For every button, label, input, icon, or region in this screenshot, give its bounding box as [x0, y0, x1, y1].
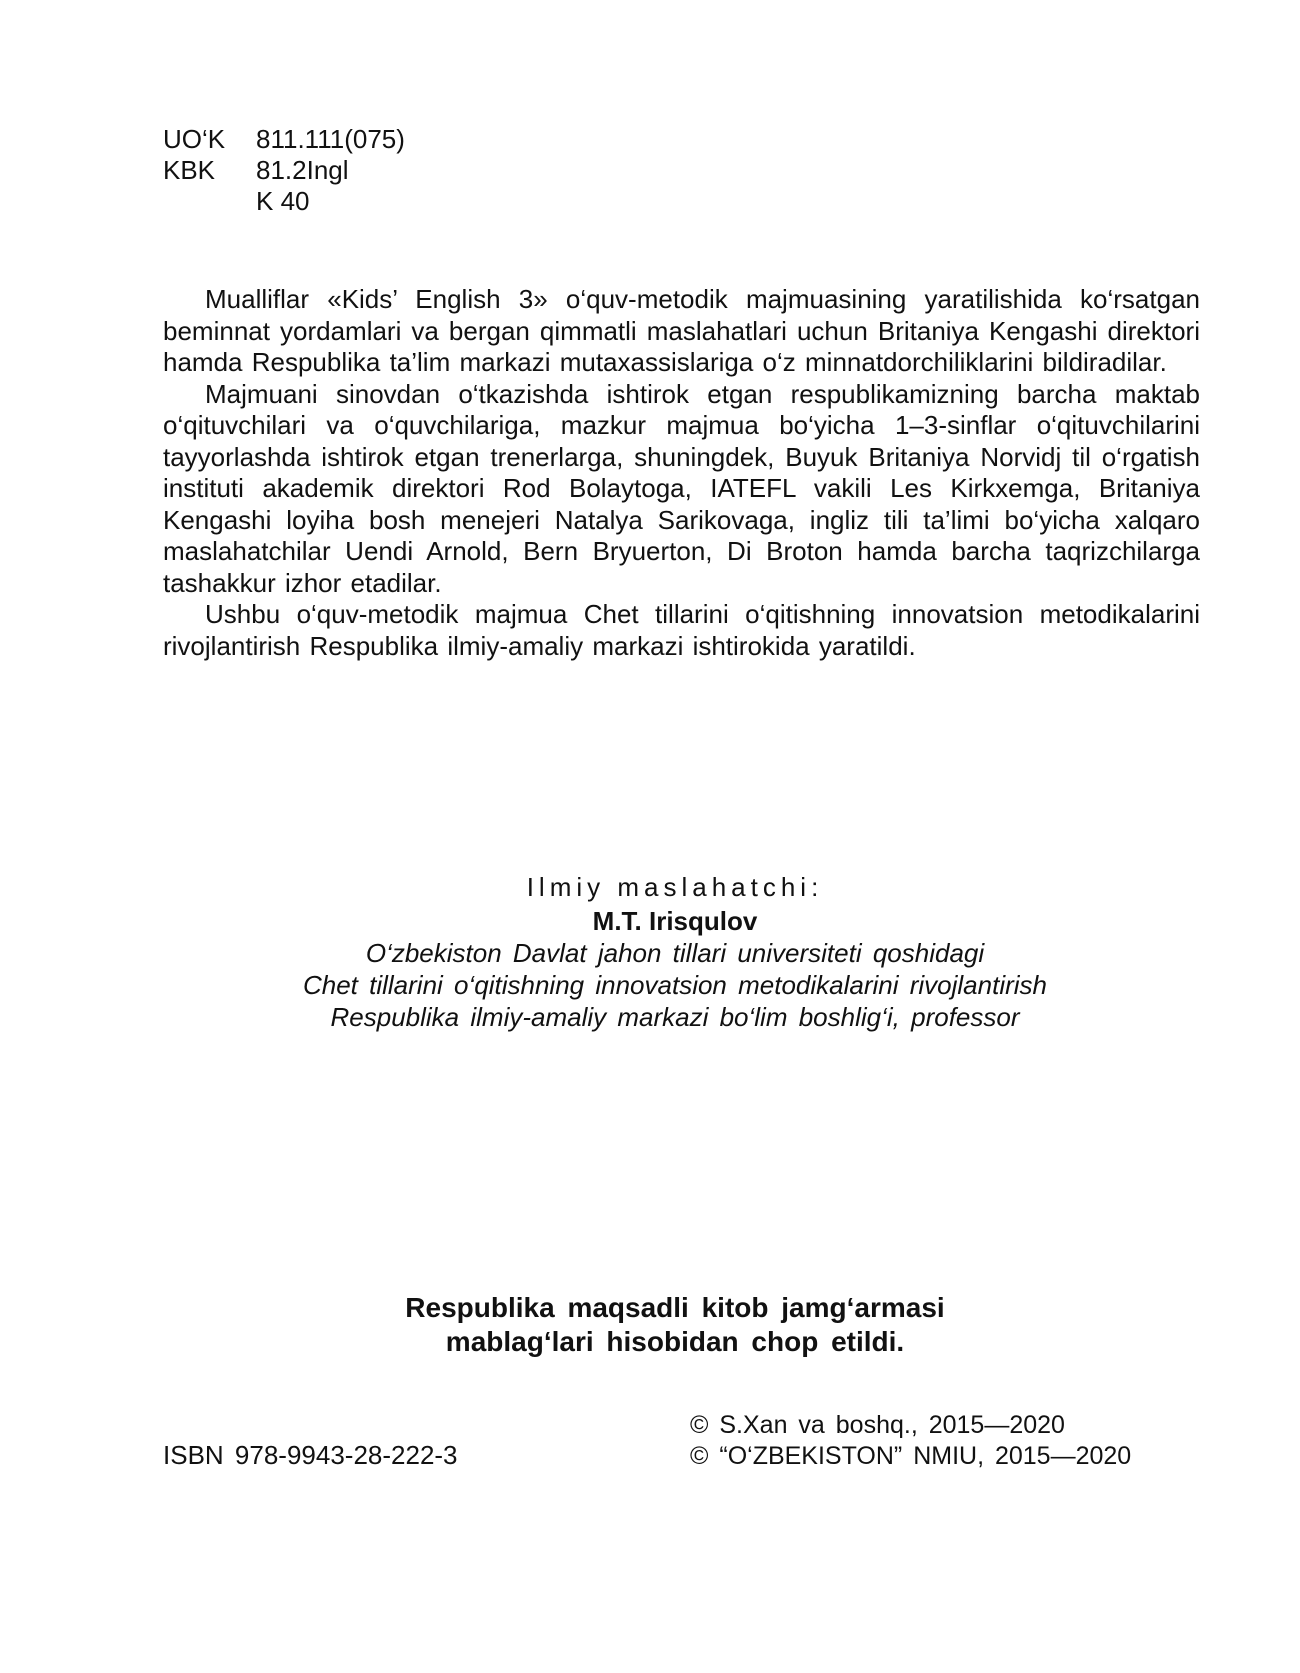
paragraph: Mualliflar «Kids’ English 3» o‘quv-metodik majmuasining yaratilishida ko‘rsatgan beminnat yordamlari va bergan qimmatli maslahatlari uchun Britaniya Kengashi direktori hamda Respublika ta’lim markazi mutaxassislariga o‘z minnatdorchiliklarini bildiradilar.: [163, 284, 1200, 377]
funding-note: [150, 1291, 1200, 1359]
funding-note-line: mablag‘lari hisobidan chop etildi.: [445, 1326, 905, 1357]
classification-key: KBK: [163, 155, 216, 185]
advisor-position-line: O‘zbekiston Davlat jahon tillari universiteti qoshidagi: [365, 938, 985, 968]
classification-row-kbk: [163, 155, 405, 186]
classification-key: UO‘K: [163, 124, 226, 154]
advisor-name: M.T. Irisqulov: [592, 906, 758, 936]
classification-value: 811.111(075): [256, 124, 405, 154]
isbn-number: ISBN 978-9943-28-222-3: [163, 1440, 458, 1470]
funding-note-line: Respublika maqsadli kitob jamg‘armasi: [405, 1292, 945, 1323]
scientific-advisor-block: [150, 871, 1200, 1033]
paragraph: Majmuani sinovdan o‘tkazishda ishtirok etgan respublikamizning barcha maktab o‘qituvchilari va o‘quvchilariga, mazkur majmua bo‘yicha 1–3-sinflar o‘qituvchilarini tayyorlashda ishtirok etgan trenerlarga, shuningdek, Buyuk Britaniya Norvidj til o‘rgatish instituti akademik direktori Rod Bolaytoga, IATEFL vakili Les Kirkxemga, Britaniya Kengashi loyiha bosh menejeri Natalya Sarikovaga, ingliz tili ta’limi bo‘yicha xalqaro maslahatchilar Uendi Arnold, Bern Bryuerton, Di Broton hamda barcha taqrizchilarga tashakkur izhor etadilar.: [163, 378, 1200, 598]
copyright-line: © S.Xan va boshq., 2015—2020: [690, 1411, 1065, 1439]
copyright-block: [690, 1410, 1131, 1472]
copyright-line: © “O‘ZBEKISTON” NMIU, 2015—2020: [690, 1442, 1132, 1470]
advisor-heading: Ilmiy maslahatchi:: [526, 872, 824, 902]
classification-value: K 40: [256, 186, 310, 216]
classification-row-author-mark: [163, 186, 405, 217]
classification-row-udc: [163, 124, 405, 155]
classification-value: 81.2Ingl: [256, 155, 349, 185]
advisor-position-line: Respublika ilmiy-amaliy markazi bo‘lim boshlig‘i, professor: [330, 1002, 1020, 1032]
advisor-position-line: Chet tillarini o‘qitishning innovatsion metodikalarini rivojlantirish: [302, 970, 1047, 1000]
paragraph: Ushbu o‘quv-metodik majmua Chet tillarini o‘qitishning innovatsion metodikalarini rivojlantirish Respublika ilmiy-amaliy markazi ishtirokida yaratildi.: [163, 599, 1200, 661]
classification-key: [163, 186, 256, 217]
classification-block: [163, 124, 405, 217]
acknowledgements-text: [163, 284, 1200, 662]
